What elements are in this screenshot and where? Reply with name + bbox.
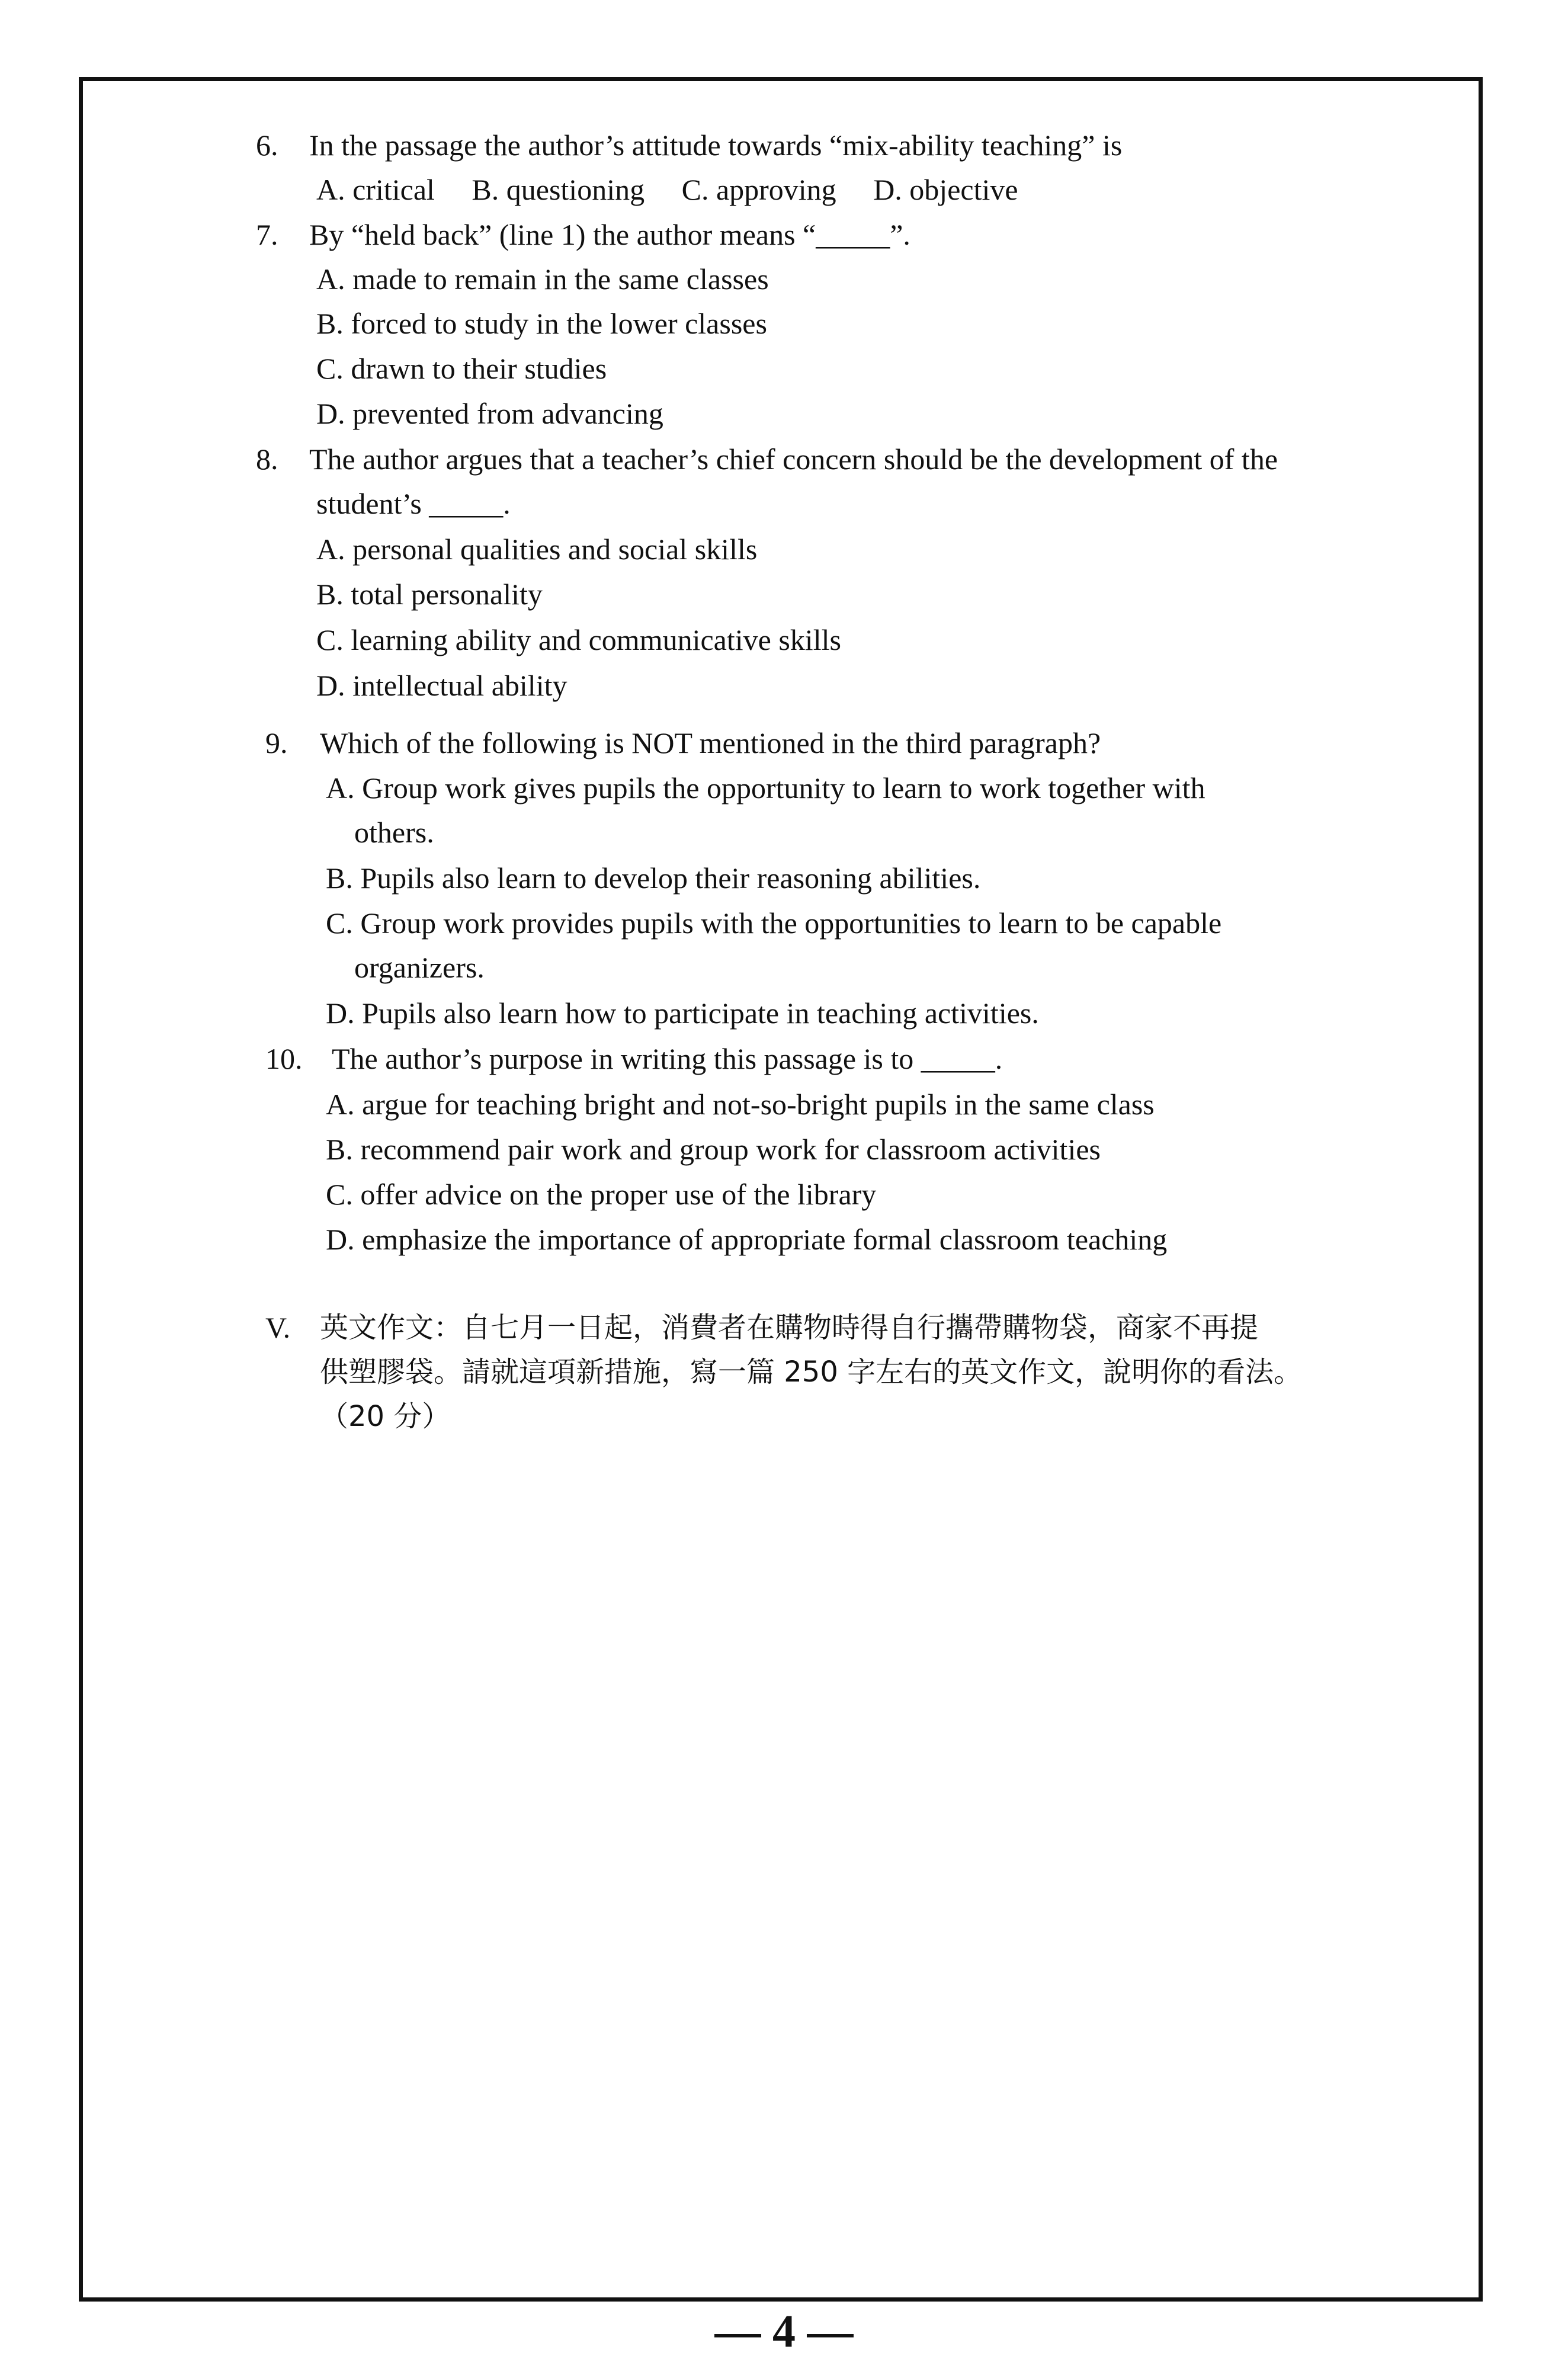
question-number: 6.: [256, 129, 278, 162]
question-stem-continued: student’s _____.: [316, 487, 511, 520]
question-stem: The author’s purpose in writing this passage is to _____.: [332, 1042, 1003, 1075]
option-a: A. personal qualities and social skills: [316, 533, 758, 566]
option-a: A. made to remain in the same classes: [316, 262, 769, 296]
option-c: C. offer advice on the proper use of the library: [326, 1178, 877, 1211]
question-number: 10.: [265, 1042, 303, 1075]
option-d: D. intellectual ability: [316, 669, 567, 702]
option-c: C. learning ability and communicative skills: [316, 623, 841, 656]
option-b: B. total personality: [316, 578, 543, 611]
composition-prompt-line1: 英文作文：自七月一日起，消費者在購物時得自行攜帶購物袋，商家不再提: [320, 1311, 1259, 1344]
option-b: B. recommend pair work and group work for classroom activities: [326, 1133, 1101, 1166]
composition-score: （20 分）: [320, 1400, 451, 1433]
question-stem: By “held back” (line 1) the author means “_____”.: [309, 218, 910, 251]
question-number: 8.: [256, 443, 278, 476]
option-a-continued: others.: [354, 816, 434, 849]
question-number: 9.: [265, 726, 288, 759]
page-number: — 4 —: [714, 2305, 854, 2357]
option-a: A. argue for teaching bright and not-so-bright pupils in the same class: [326, 1088, 1155, 1121]
option-c-continued: organizers.: [354, 951, 485, 984]
option-b: B. Pupils also learn to develop their reasoning abilities.: [326, 861, 981, 895]
option-c: C. approving: [681, 173, 836, 206]
option-a: A. Group work gives pupils the opportunity to learn to work together with: [326, 771, 1205, 805]
option-b: B. forced to study in the lower classes: [316, 307, 767, 340]
option-d: D. objective: [873, 173, 1018, 206]
option-a: A. critical: [316, 173, 435, 206]
question-stem: In the passage the author’s attitude towards “mix-ability teaching” is: [309, 129, 1123, 162]
option-d: D. Pupils also learn how to participate in teaching activities.: [326, 996, 1039, 1030]
option-d: D. prevented from advancing: [316, 397, 663, 430]
section-number: V.: [265, 1311, 291, 1344]
question-stem: The author argues that a teacher’s chief concern should be the development of the: [309, 443, 1278, 476]
question-stem: Which of the following is NOT mentioned in the third paragraph?: [320, 726, 1101, 759]
options-row: [316, 172, 1018, 207]
question-number: 7.: [256, 218, 278, 251]
option-c: C. Group work provides pupils with the opportunities to learn to be capable: [326, 906, 1222, 940]
option-b: B. questioning: [472, 173, 645, 206]
option-c: C. drawn to their studies: [316, 352, 607, 385]
composition-prompt-line2: 供塑膠袋。請就這項新措施，寫一篇 250 字左右的英文作文，說明你的看法。: [320, 1355, 1303, 1389]
option-d: D. emphasize the importance of appropriate formal classroom teaching: [326, 1223, 1168, 1256]
